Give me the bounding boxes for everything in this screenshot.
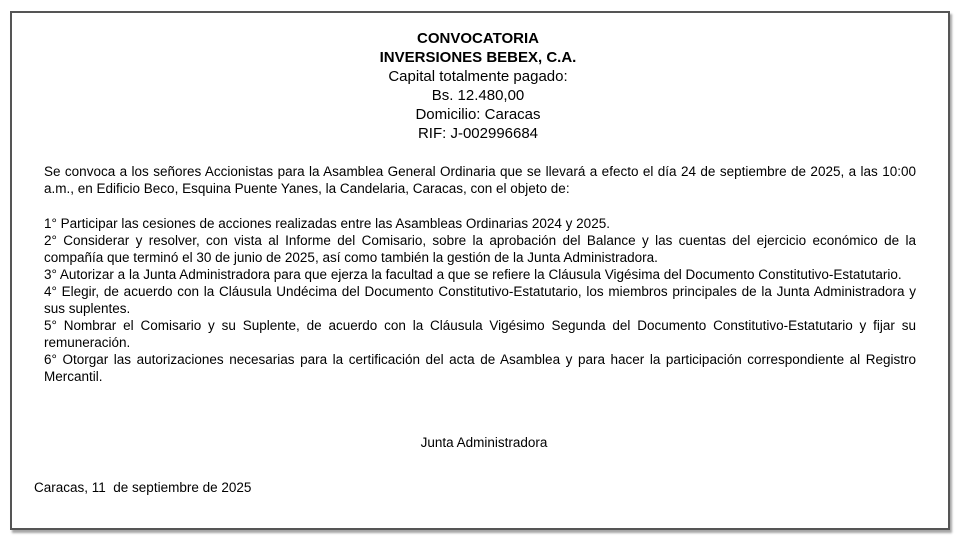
agenda-item: 5° Nombrar el Comisario y su Suplente, de acuerdo con la Cláusula Vigésimo Segunda del Documento Constitutivo-Estatutario y fijar su remuneración. [44, 318, 916, 350]
notice-body [44, 163, 916, 385]
agenda-item: 2° Considerar y resolver, con vista al Informe del Comisario, sobre la aprobación del Balance y las cuentas del ejercicio económico de la compañía que terminó el 30 de junio de 2025, así como también la gestión de la Junta Administradora. [44, 233, 916, 265]
intro-paragraph: Se convoca a los señores Accionistas para la Asamblea General Ordinaria que se llevará a efecto el día 24 de septiembre de 2025, a las 10:00 a.m., en Edificio Beco, Esquina Puente Yanes, la Candelaria, Caracas, con el objeto de: [44, 164, 916, 196]
agenda-item: 3° Autorizar a la Junta Administradora para que ejerza la facultad a que se refiere la Cláusula Vigésima del Documento Constitutivo-Estatutario. [44, 267, 902, 282]
company-name: INVERSIONES BEBEX, C.A. [379, 49, 577, 66]
signature: Junta Administradora [420, 435, 548, 450]
notice-title: CONVOCATORIA [417, 30, 539, 47]
agenda-item: 1° Participar las cesiones de acciones realizadas entre las Asambleas Ordinarias 2024 y 2025. [44, 216, 610, 231]
agenda-item: 4° Elegir, de acuerdo con la Cláusula Undécima del Documento Constitutivo-Estatutario, los miembros principales de la Junta Administradora y sus suplentes. [44, 284, 916, 316]
date-line: Caracas, 11 de septiembre de 2025 [34, 480, 252, 495]
rif-number: RIF: J-002996684 [417, 125, 539, 142]
domicile: Domicilio: Caracas [415, 106, 541, 123]
capital-amount: Bs. 12.480,00 [431, 87, 525, 104]
notice-header [0, 29, 956, 143]
agenda-item: 6° Otorgar las autorizaciones necesarias para la certificación del acta de Asamblea y para hacer la participación correspondiente al Registro Mercantil. [44, 352, 916, 384]
capital-label: Capital totalmente pagado: [388, 68, 568, 85]
